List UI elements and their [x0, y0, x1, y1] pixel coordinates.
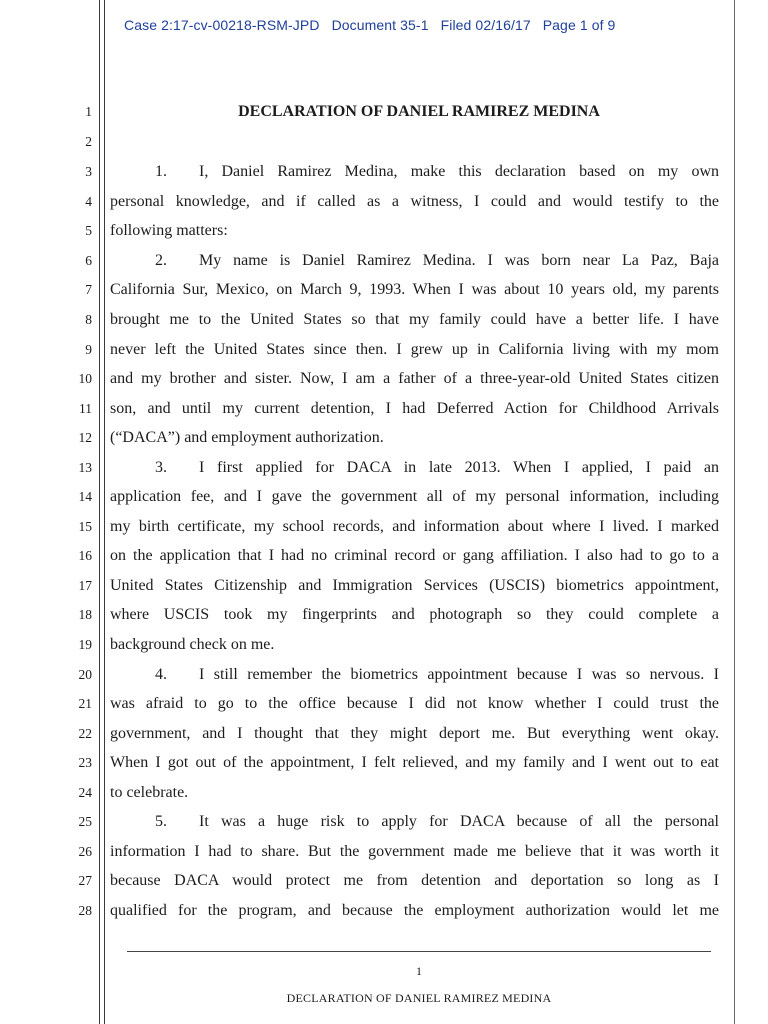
paragraph-line: following matters:: [110, 222, 228, 239]
paragraph-line: application fee, and I gave the government all of my personal information, including: [110, 488, 719, 505]
paragraph-line: (“DACA”) and employment authorization.: [110, 429, 384, 446]
paragraph-line: personal knowledge, and if called as a witness, I could and would testify to the: [110, 193, 719, 210]
line-number: 17: [78, 578, 92, 593]
line-number: 7: [85, 282, 92, 297]
right-margin-rule: [734, 0, 735, 1024]
paragraph-line: on the application that I had no criminal record or gang affiliation. I also had to go to a: [110, 547, 719, 564]
line-number: 22: [78, 726, 92, 741]
line-number: 26: [78, 844, 92, 859]
line-number: 18: [78, 607, 92, 622]
paragraph-line: 1. I, Daniel Ramirez Medina, make this declaration based on my own: [110, 157, 719, 187]
line-number: 14: [78, 489, 92, 504]
paragraph-line: brought me to the United States so that my family could have a better life. I have: [110, 311, 719, 328]
line-number: 4: [85, 194, 92, 209]
line-number: 15: [78, 519, 92, 534]
document-title: DECLARATION OF DANIEL RAMIREZ MEDINA: [238, 103, 600, 120]
paragraph-line: and my brother and sister. Now, I am a father of a three-year-old United States citizen: [110, 370, 719, 387]
left-margin-rule: [99, 0, 100, 1024]
paragraph-line: to celebrate.: [110, 784, 189, 801]
line-number: 16: [78, 548, 92, 563]
line-number: 20: [78, 667, 92, 682]
paragraph-line: California Sur, Mexico, on March 9, 1993. When I was about 10 years old, my parents: [110, 281, 719, 298]
case-header: [124, 17, 623, 33]
line-number: 25: [78, 814, 92, 829]
paragraph-number: 3.: [155, 459, 167, 476]
paragraph-line: because DACA would protect me from detention and deportation so long as I: [110, 872, 719, 889]
paragraph-line: never left the United States since then. I grew up in California living with my mom: [110, 341, 719, 358]
line-number: 3: [85, 164, 92, 179]
paragraph-line: my birth certificate, my school records, and information about where I lived. I marked: [110, 518, 719, 535]
paragraph-line: When I got out of the appointment, I felt relieved, and my family and I went out to eat: [110, 754, 719, 771]
line-number: 5: [85, 223, 92, 238]
line-number: 28: [78, 903, 92, 918]
line-number: 6: [85, 253, 92, 268]
paragraph-number: 2.: [155, 252, 167, 269]
footer-page-number: 1: [416, 964, 422, 978]
paragraph-line: 5. It was a huge risk to apply for DACA because of all the personal: [110, 807, 719, 837]
paragraph-line: United States Citizenship and Immigration Services (USCIS) biometrics appointment,: [110, 577, 719, 594]
line-number: 21: [78, 696, 92, 711]
line-number: 8: [85, 312, 92, 327]
line-number: 11: [79, 401, 92, 416]
line-number: 27: [78, 873, 92, 888]
line-number: 24: [78, 785, 92, 800]
line-number: 19: [78, 637, 92, 652]
filed-date: Filed 02/16/17: [440, 17, 531, 33]
paragraph-number: 4.: [155, 666, 167, 683]
line-number: 13: [78, 460, 92, 475]
paragraph-number: 5.: [155, 813, 167, 830]
paragraph-line: 2. My name is Daniel Ramirez Medina. I was born near La Paz, Baja: [110, 246, 719, 276]
document-number: Document 35-1: [331, 17, 429, 33]
line-number: 12: [78, 430, 92, 445]
paragraph-line: government, and I thought that they might deport me. But everything went okay.: [110, 725, 719, 742]
left-margin-rule-inner: [104, 0, 105, 1024]
footer-divider: [127, 951, 711, 952]
paragraph-line: was afraid to go to the office because I did not know whether I could trust the: [110, 695, 719, 712]
line-number: 9: [85, 342, 92, 357]
paragraph-line: qualified for the program, and because the employment authorization would let me: [110, 902, 719, 919]
line-number: 1: [85, 104, 92, 119]
case-number: Case 2:17-cv-00218-RSM-JPD: [124, 17, 320, 33]
paragraph-line: background check on me.: [110, 636, 275, 653]
paragraph-line: information I had to share. But the government made me believe that it was worth it: [110, 843, 719, 860]
paragraph-number: 1.: [155, 163, 167, 180]
page-indicator: Page 1 of 9: [542, 17, 616, 33]
paragraph-line: son, and until my current detention, I had Deferred Action for Childhood Arrivals: [110, 400, 719, 417]
line-number: 10: [78, 371, 92, 386]
paragraph-line: where USCIS took my fingerprints and photograph so they could complete a: [110, 606, 719, 623]
footer-title: DECLARATION OF DANIEL RAMIREZ MEDINA: [286, 991, 552, 1005]
paragraph-line: 3. I first applied for DACA in late 2013. When I applied, I paid an: [110, 453, 719, 483]
line-number: 2: [85, 134, 92, 149]
line-number: 23: [78, 755, 92, 770]
paragraph-line: 4. I still remember the biometrics appointment because I was so nervous. I: [110, 660, 719, 690]
